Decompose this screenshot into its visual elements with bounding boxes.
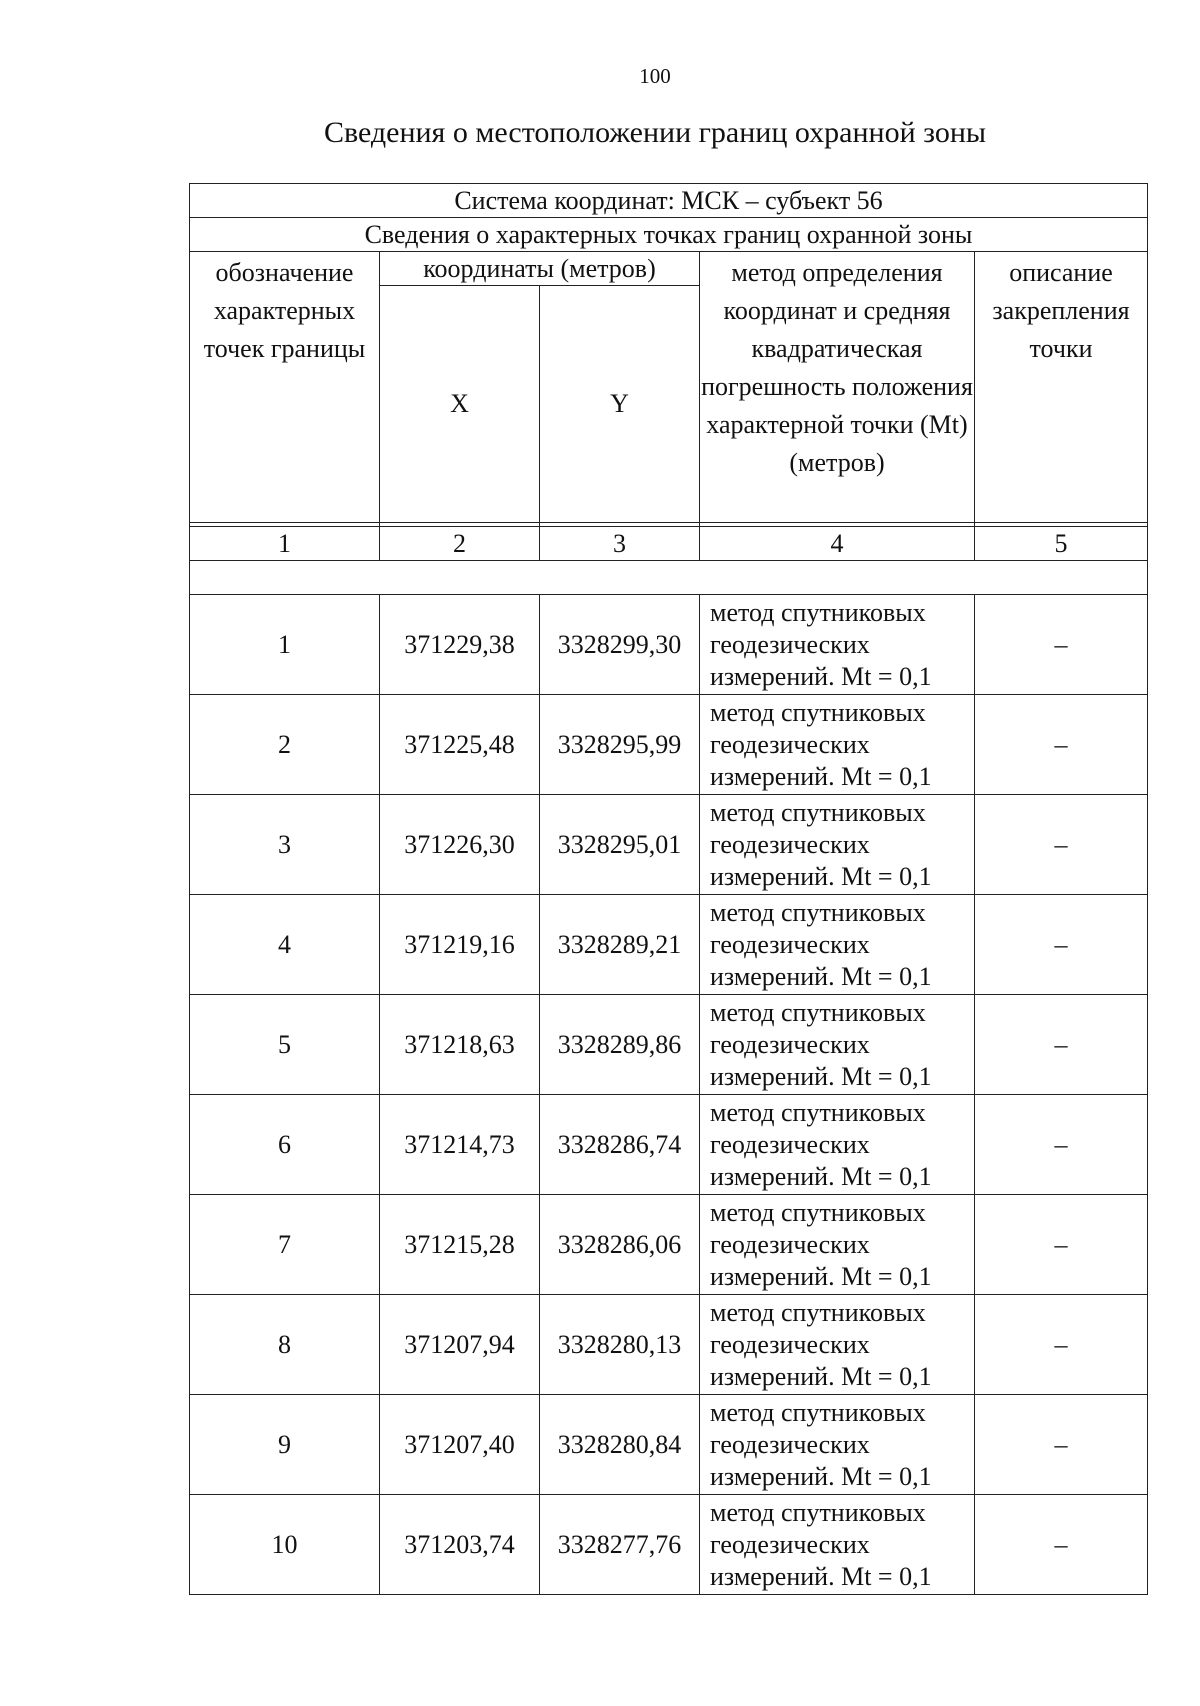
- y-coordinate-cell: 3328295,01: [540, 795, 700, 895]
- description-cell: –: [975, 1095, 1148, 1195]
- description-cell: –: [975, 995, 1148, 1095]
- table-row: [190, 995, 1148, 1095]
- table-row: [190, 1395, 1148, 1495]
- point-number-cell: 3: [190, 795, 380, 895]
- column-number: 2: [380, 527, 540, 561]
- header-y: Y: [540, 286, 700, 523]
- document-title: Сведения о местоположении границ охранной зоны: [323, 116, 987, 149]
- table-row: [190, 695, 1148, 795]
- description-cell: –: [975, 595, 1148, 695]
- y-coordinate-cell: 3328286,74: [540, 1095, 700, 1195]
- point-number-cell: 7: [190, 1195, 380, 1295]
- header-method: метод определения координат и средняя квадратическая погрешность положения характерной точки (Mt) (метров): [700, 252, 975, 523]
- y-coordinate-cell: 3328289,21: [540, 895, 700, 995]
- point-number-cell: 8: [190, 1295, 380, 1395]
- empty-row: [190, 561, 1148, 595]
- page-number: 100: [639, 64, 671, 88]
- boundary-points-table: [189, 183, 1148, 1595]
- column-number: 4: [700, 527, 975, 561]
- coordinate-system-caption: Система координат: МСК – субъект 56: [190, 184, 1148, 218]
- column-number: 3: [540, 527, 700, 561]
- description-cell: –: [975, 695, 1148, 795]
- header-x: X: [380, 286, 540, 523]
- description-cell: –: [975, 895, 1148, 995]
- table-row: [190, 895, 1148, 995]
- column-number: 1: [190, 527, 380, 561]
- method-cell: метод спутниковых геодезических измерений. Mt = 0,1: [700, 1395, 975, 1495]
- column-number: 5: [975, 527, 1148, 561]
- method-cell: метод спутниковых геодезических измерений. Mt = 0,1: [700, 695, 975, 795]
- method-cell: метод спутниковых геодезических измерений. Mt = 0,1: [700, 1195, 975, 1295]
- point-number-cell: 5: [190, 995, 380, 1095]
- x-coordinate-cell: 371229,38: [380, 595, 540, 695]
- point-number-cell: 10: [190, 1495, 380, 1595]
- method-cell: метод спутниковых геодезических измерений. Mt = 0,1: [700, 895, 975, 995]
- method-cell: метод спутниковых геодезических измерений. Mt = 0,1: [700, 595, 975, 695]
- table-row: [190, 595, 1148, 695]
- x-coordinate-cell: 371226,30: [380, 795, 540, 895]
- table-row: [190, 1095, 1148, 1195]
- x-coordinate-cell: 371225,48: [380, 695, 540, 795]
- y-coordinate-cell: 3328299,30: [540, 595, 700, 695]
- description-cell: –: [975, 1495, 1148, 1595]
- description-cell: –: [975, 1395, 1148, 1495]
- point-number-cell: 1: [190, 595, 380, 695]
- header-point-designation: обозначение характерных точек границы: [190, 252, 380, 523]
- table-row: [190, 1495, 1148, 1595]
- x-coordinate-cell: 371219,16: [380, 895, 540, 995]
- column-numbers-row: [190, 527, 1148, 561]
- y-coordinate-cell: 3328280,13: [540, 1295, 700, 1395]
- point-number-cell: 6: [190, 1095, 380, 1195]
- method-cell: метод спутниковых геодезических измерений. Mt = 0,1: [700, 795, 975, 895]
- point-number-cell: 4: [190, 895, 380, 995]
- point-number-cell: 2: [190, 695, 380, 795]
- header-coordinates: координаты (метров): [380, 252, 700, 286]
- x-coordinate-cell: 371203,74: [380, 1495, 540, 1595]
- x-coordinate-cell: 371207,40: [380, 1395, 540, 1495]
- y-coordinate-cell: 3328286,06: [540, 1195, 700, 1295]
- y-coordinate-cell: 3328295,99: [540, 695, 700, 795]
- x-coordinate-cell: 371215,28: [380, 1195, 540, 1295]
- y-coordinate-cell: 3328277,76: [540, 1495, 700, 1595]
- description-cell: –: [975, 1295, 1148, 1395]
- description-cell: –: [975, 795, 1148, 895]
- table-row: [190, 795, 1148, 895]
- method-cell: метод спутниковых геодезических измерений. Mt = 0,1: [700, 995, 975, 1095]
- method-cell: метод спутниковых геодезических измерений. Mt = 0,1: [700, 1095, 975, 1195]
- table-row: [190, 1295, 1148, 1395]
- description-cell: –: [975, 1195, 1148, 1295]
- header-description: описание закрепления точки: [975, 252, 1148, 523]
- y-coordinate-cell: 3328289,86: [540, 995, 700, 1095]
- point-number-cell: 9: [190, 1395, 380, 1495]
- table-row: [190, 1195, 1148, 1295]
- x-coordinate-cell: 371218,63: [380, 995, 540, 1095]
- x-coordinate-cell: 371207,94: [380, 1295, 540, 1395]
- points-caption: Сведения о характерных точках границ охранной зоны: [190, 218, 1148, 252]
- x-coordinate-cell: 371214,73: [380, 1095, 540, 1195]
- method-cell: метод спутниковых геодезических измерений. Mt = 0,1: [700, 1495, 975, 1595]
- method-cell: метод спутниковых геодезических измерений. Mt = 0,1: [700, 1295, 975, 1395]
- y-coordinate-cell: 3328280,84: [540, 1395, 700, 1495]
